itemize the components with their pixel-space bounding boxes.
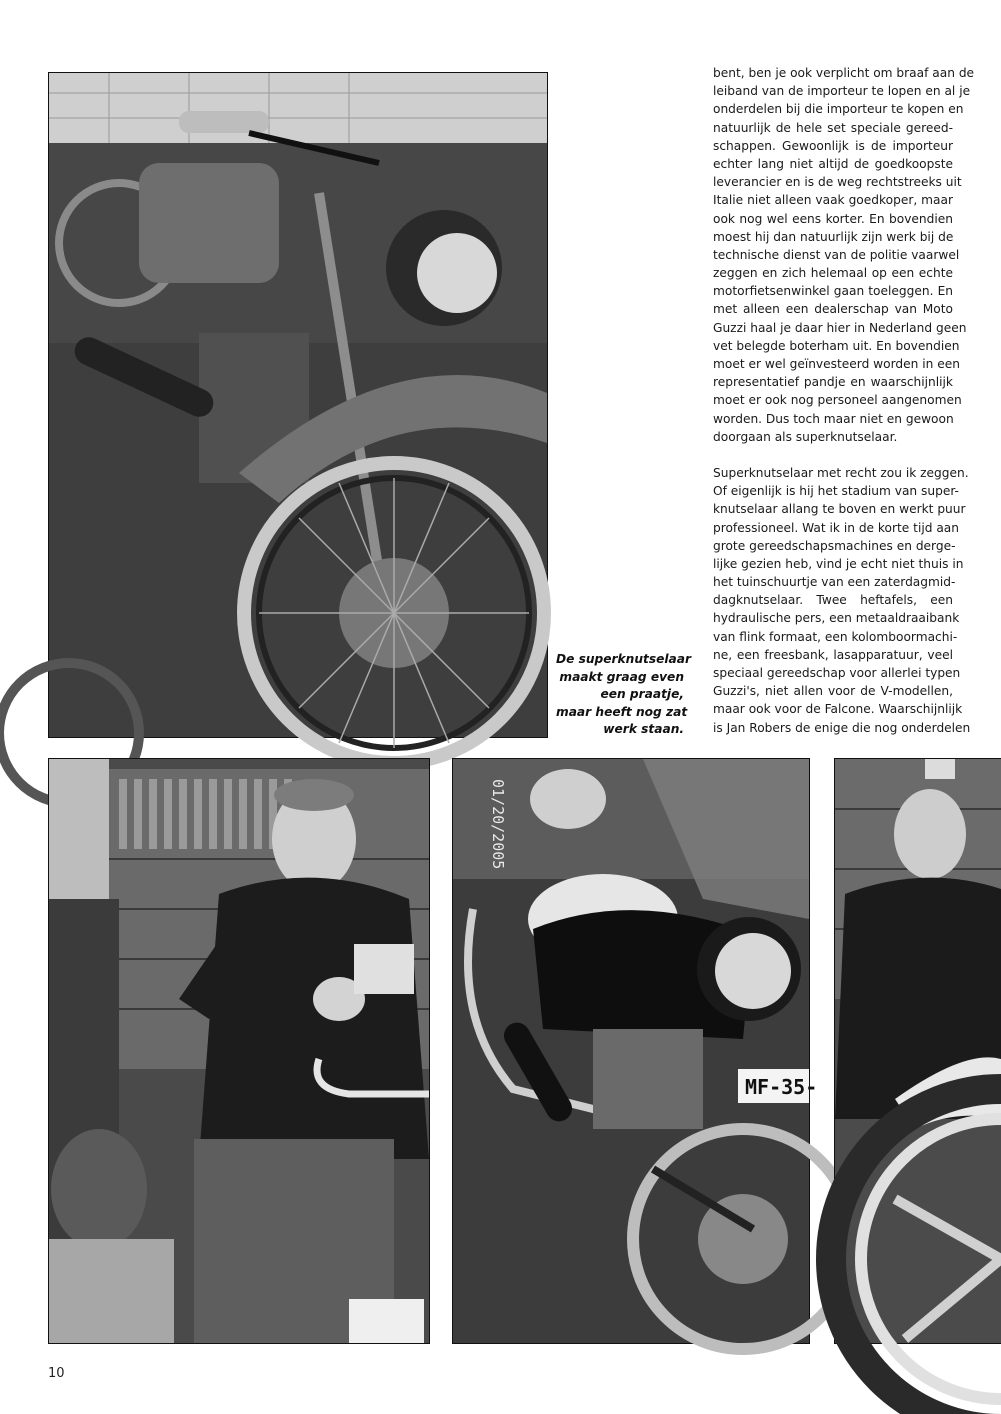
article-body-column [713,64,975,737]
text-line: van flink formaat, een kolomboormachi- [713,629,958,644]
photo-motorcycle-workshop [48,72,548,738]
text-line: schappen. Gewoonlijk is de importeur [713,138,953,153]
text-line: onderdelen bij die importeur te kopen en [713,102,964,117]
text-line: Of eigenlijk is hij het stadium van super- [713,484,959,499]
caption-line: maakt graag even [559,669,684,684]
text-line: worden. Dus toch maar niet en gewoon [713,411,954,426]
text-line: zeggen en zich helemaal op een echte [713,266,953,281]
text-line: moet er ook nog personeel aangenomen [713,393,962,408]
text-line: knutselaar allang te boven en werkt puur [713,502,966,517]
text-line: representatief pandje en waarschijnlijk [713,375,953,390]
text-line: technische dienst van de politie vaarwel [713,247,960,262]
photo-motorcycle-image [49,73,547,737]
text-line: motorfietsenwinkel gaan toeleggen. En [713,284,953,299]
caption-line: De superknutselaar [556,652,691,666]
text-line: doorgaan als superknutselaar. [713,429,898,444]
photo-mechanic-wheel-image [835,759,1001,1343]
text-line: Guzzi haal je daar hier in Nederland geen [713,320,967,335]
text-line: moet er wel geïnvesteerd worden in een [713,357,960,371]
text-line: met alleen een dealerschap van Moto [713,302,953,317]
text-line: ne, een freesbank, lasapparatuur, veel [713,647,953,662]
photo-motorcycle-front-image [453,759,818,1343]
text-line: leverancier en is de weg rechtstreeks uit [713,175,962,190]
caption-line: een praatje, [600,687,684,702]
plate-text: MF-35- [745,1075,818,1099]
page-number: 10 [48,1366,65,1381]
text-line: natuurlijk de hele set speciale gereed- [713,120,953,135]
text-line: dagknutselaar. Twee heftafels, een [713,593,953,608]
photo-mechanic-image [49,759,429,1343]
photo-caption [556,651,691,739]
photo-mechanic-wheel [834,758,1001,1344]
text-line: Superknutselaar met recht zou ik zeggen. [713,465,969,480]
text-line: leiband van de importeur te lopen en al je [713,84,971,99]
text-line: maar ook voor de Falcone. Waarschijnlijk [713,702,963,717]
text-line: bent, ben je ook verplicht om braaf aan de [713,66,975,80]
text-line: vet belegde boterham uit. En bovendien [713,338,960,353]
text-line: is Jan Robers de enige die nog onderdelen [713,720,971,735]
text-line: speciaal gereedschap voor allerlei typen [713,666,961,680]
text-line: hydraulische pers, een metaaldraaibank [713,611,960,626]
text-line: Italie niet alleen vaak goedkoper, maar [713,193,953,208]
article-paragraph-1 [713,64,975,446]
caption-line: maar heeft nog zat [556,704,688,719]
text-line: het tuinschuurtje van een zaterdagmid- [713,575,956,590]
photo-motorcycle-front [452,758,818,1344]
text-line: moest hij dan natuurlijk zijn werk bij de [713,229,954,244]
text-line: ook nog wel eens korter. En bovendien [713,211,953,226]
text-line: grote gereedschapsmachines en derge- [713,538,956,553]
text-line: professioneel. Wat ik in de korte tijd aan [713,520,959,535]
date-stamp: 01/20/2005 [489,779,507,870]
article-paragraph-2 [713,464,971,737]
text-line: lijke gezien heb, vind je echt niet thuis in [713,556,964,571]
text-line: echter lang niet altijd de goedkoopste [713,156,953,171]
text-line: Guzzi's, niet allen voor de V-modellen, [713,684,953,699]
caption-line: werk staan. [603,722,684,737]
photo-mechanic-workshop [48,758,430,1344]
